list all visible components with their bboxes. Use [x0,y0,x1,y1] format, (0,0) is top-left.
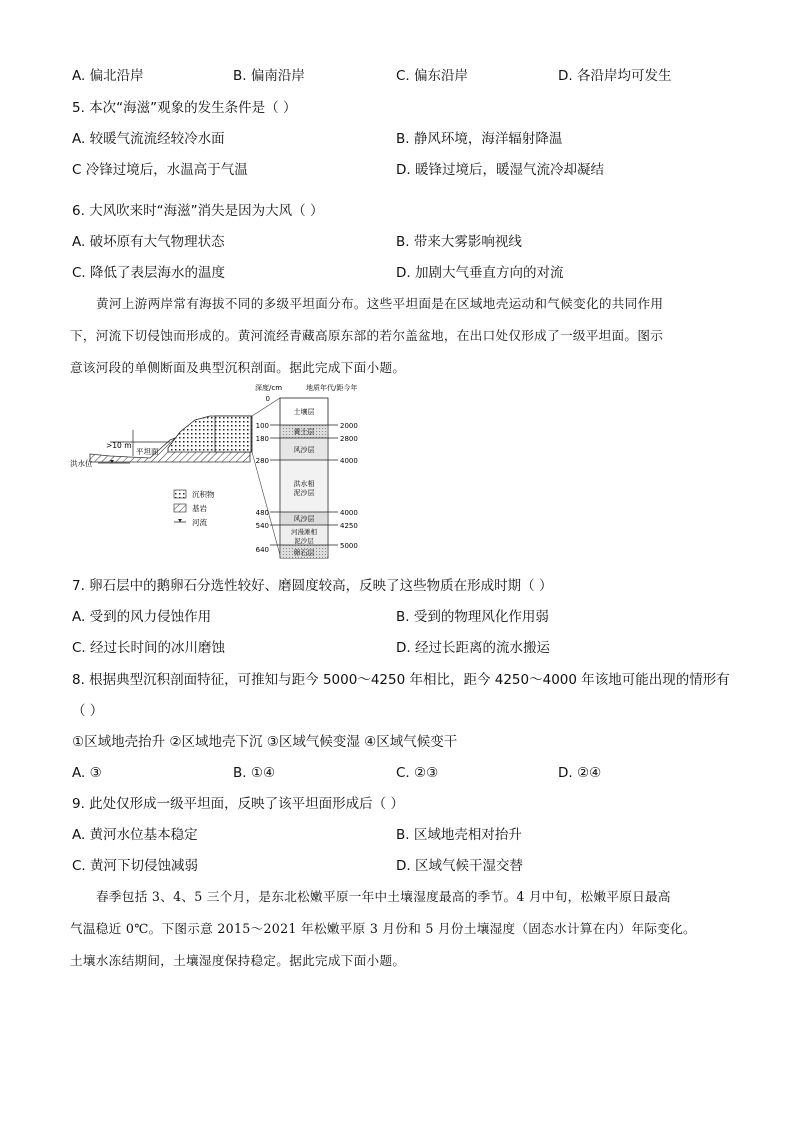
depth-180: 180 [255,435,269,443]
q7-option-a: A. 受到的风力侵蚀作用 [72,609,212,625]
q8-items: ①区域地壳抬升 ②区域地壳下沉 ③区域气候变湿 ④区域气候变干 [72,734,458,750]
age-4000-a: 4000 [340,457,358,465]
q9-stem: 9. 此处仅形成一级平坦面，反映了该平坦面形成后（ ） [72,796,404,812]
legend-sediment-label: 沉积物 [192,490,215,499]
depth-0: 0 [265,395,270,403]
depth-100: 100 [255,422,269,430]
sediment-block [215,416,251,452]
age-header: 地质年代/距今年 [306,384,358,392]
q6-option-b: B. 带来大雾影响视线 [396,234,522,250]
passage-yellow-river [70,288,730,384]
q4-option-a: A. 偏北沿岸 [72,68,144,84]
depth-480: 480 [255,509,269,517]
layer-flood: 洪水相泥沙层 [293,480,315,497]
depth-280: 280 [255,457,269,465]
layer-aeolian-1: 风沙层 [293,446,315,454]
layer-soil: 土壤层 [293,408,315,416]
passage1-line-1: 黄河上游两岸常有海拔不同的多级平坦面分布。这些平坦面是在区域地壳运动和气候变化的共同作用 [96,296,664,311]
q8-option-b: B. ①④ [233,765,276,781]
layer-loess: 黄土层 [293,428,315,436]
q8-option-c: C. ②③ [396,765,439,781]
age-4000-b: 4000 [340,509,358,517]
q7-option-c: C. 经过长时间的冰川磨蚀 [72,640,226,656]
zoom-line-bottom [252,452,280,555]
q9-option-a: A. 黄河水位基本稳定 [72,827,198,843]
q5-option-c: C 冷锋过境后，水温高于气温 [72,162,248,178]
height-label: >10 m [106,441,132,450]
q7-stem: 7. 卵石层中的鹅卵石分选性较好、磨圆度较高，反映了这些物质在形成时期（ ） [72,578,553,594]
legend-sediment-swatch [174,490,186,498]
q6-option-d: D. 加剧大气垂直方向的对流 [396,265,564,281]
q9-option-b: B. 区域地壳相对抬升 [396,827,522,843]
depth-header: 深度/cm [255,384,283,392]
legend-river-marker [178,519,182,522]
river-profile-figure [70,380,370,565]
passage2-line-1: 春季包括 3、4、5 三个月，是东北松嫩平原一年中土壤湿度最高的季节。4 月中旬，松嫩平原日最高 [96,889,671,904]
legend-river-label: 河流 [192,518,207,527]
q4-option-c: C. 偏东沿岸 [396,68,469,84]
flood-label: 洪水位 [70,459,93,468]
q5-option-b: B. 静风环境，海洋辐射降温 [396,131,563,147]
age-2000: 2000 [340,422,358,430]
depth-640: 640 [255,546,269,554]
q9-option-d: D. 区域气候干湿交替 [396,858,523,874]
layer-floodplain: 河漫滩相泥沙层 [291,528,317,545]
q6-option-a: A. 破坏原有大气物理状态 [72,234,225,250]
q9-option-c: C. 黄河下切侵蚀减弱 [72,858,199,874]
q8-option-a: A. ③ [72,765,102,781]
passage2-line-2: 气温稳近 0℃。下图示意 2015～2021 年松嫩平原 3 月份和 5 月份土壤湿度（固态水计算在内）年际变化。 [70,921,696,936]
legend-bedrock-swatch [174,504,186,512]
passage-songnen-plain [70,881,730,977]
passage2-line-3: 土壤水冻结期间，土壤湿度保持稳定。据此完成下面小题。 [70,953,406,968]
passage1-line-3: 意该河段的单侧断面及典型沉积剖面。据此完成下面小题。 [70,360,406,375]
q8-stem: 8. 根据典型沉积剖面特征，可推知与距今 5000～4250 年相比，距今 4250～4000 年该地可能出现的情形有 [72,672,730,688]
q5-option-a: A. 较暖气流流经较冷水面 [72,131,225,147]
age-2800: 2800 [340,435,358,443]
q5-option-d: D. 暖锋过境后，暖湿气流冷却凝结 [396,162,604,178]
depth-540: 540 [255,522,269,530]
q8-stem-answer: （ ） [72,703,104,719]
q6-option-c: C. 降低了表层海水的温度 [72,265,226,281]
q7-option-d: D. 经过长距离的流水搬运 [396,640,550,656]
q8-option-d: D. ②④ [558,765,602,781]
age-5000: 5000 [340,542,358,550]
layer-gravel: 卵石层 [293,549,315,557]
q5-stem: 5. 本次“海滋”观象的发生条件是（ ） [72,100,297,116]
q4-option-d: D. 各沿岸均可发生 [558,68,672,84]
q4-option-b: B. 偏南沿岸 [233,68,305,84]
passage1-line-2: 下，河流下切侵蚀而形成的。黄河流经青藏高原东部的若尔盖盆地，在出口处仅形成了一级平坦面。图示 [70,328,664,343]
terrace-label: 平坦面 [136,447,159,456]
age-4250: 4250 [340,522,358,530]
legend-bedrock-label: 基岩 [192,504,207,513]
q7-option-b: B. 受到的物理风化作用弱 [396,609,549,625]
q6-stem: 6. 大风吹来时“海滋”消失是因为大风（ ） [72,203,324,219]
layer-aeolian-2: 风沙层 [293,515,315,523]
